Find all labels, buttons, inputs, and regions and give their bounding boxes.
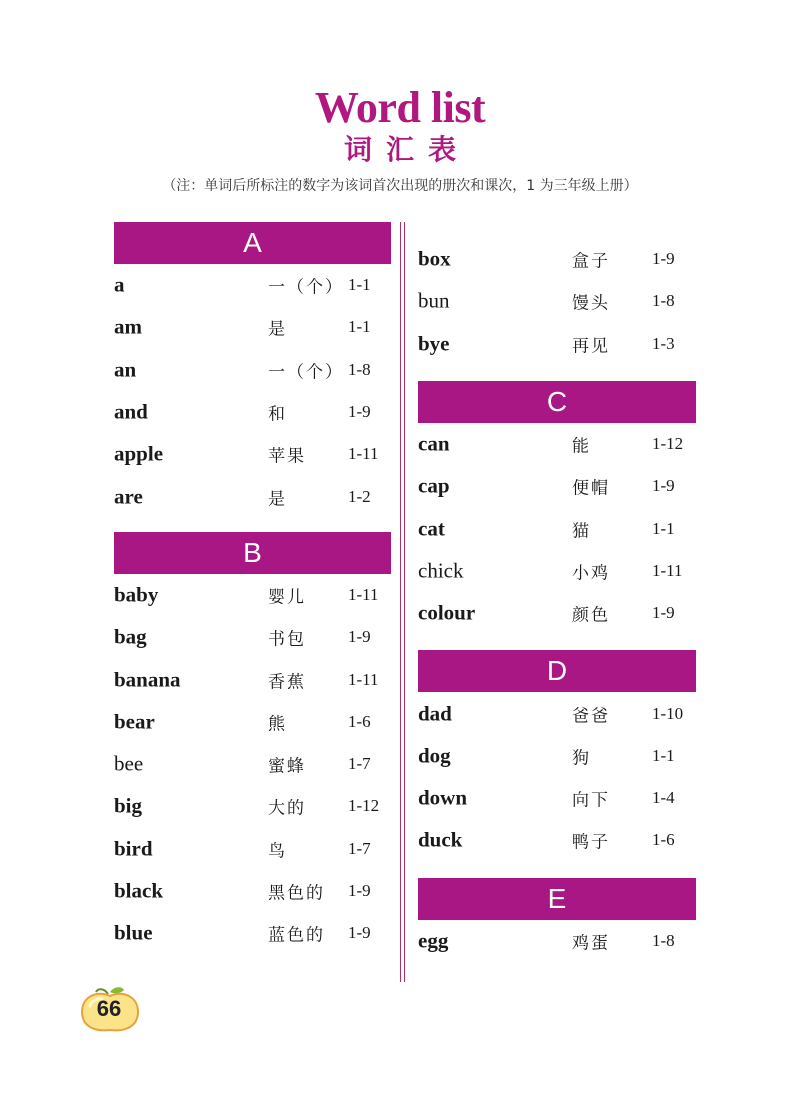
entry-down bbox=[418, 777, 696, 819]
entry-lesson: 1-6 bbox=[652, 830, 675, 850]
entry-lesson: 1-8 bbox=[652, 291, 675, 311]
entry-word: bye bbox=[418, 331, 450, 356]
entry-lesson: 1-8 bbox=[652, 930, 675, 950]
entry-an bbox=[114, 349, 391, 391]
entry-word: baby bbox=[114, 582, 159, 607]
entry-big bbox=[114, 785, 391, 827]
entry-apple bbox=[114, 433, 391, 475]
entry-meaning: 书包 bbox=[268, 629, 306, 650]
entry-lesson: 1-3 bbox=[652, 333, 675, 353]
entry-cat bbox=[418, 507, 696, 549]
page-number: 66 bbox=[96, 996, 122, 1021]
entry-word: can bbox=[418, 431, 450, 456]
entry-lesson: 1-1 bbox=[652, 745, 675, 765]
entry-word: are bbox=[114, 484, 143, 509]
entry-word: down bbox=[418, 785, 468, 810]
entry-meaning: 婴儿 bbox=[268, 587, 306, 608]
entry-meaning: 是 bbox=[268, 319, 287, 340]
entry-blue bbox=[114, 912, 391, 954]
entry-meaning: 黑色的 bbox=[268, 883, 325, 904]
entry-word: bird bbox=[114, 836, 153, 861]
entry-meaning: 便帽 bbox=[572, 478, 610, 499]
entry-word: apple bbox=[114, 441, 164, 466]
entry-meaning: 一（个） bbox=[268, 277, 344, 298]
entry-lesson: 1-9 bbox=[652, 476, 675, 496]
entry-word: box bbox=[418, 246, 451, 271]
entry-chick bbox=[418, 550, 696, 592]
entry-lesson: 1-7 bbox=[348, 838, 371, 858]
entry-dad bbox=[418, 692, 696, 734]
entry-lesson: 1-1 bbox=[348, 275, 371, 295]
entry-meaning: 猫 bbox=[572, 521, 591, 542]
entry-word: blue bbox=[114, 920, 153, 945]
entry-meaning: 馒头 bbox=[572, 293, 610, 314]
entry-lesson: 1-2 bbox=[348, 486, 371, 506]
entry-dog bbox=[418, 735, 696, 777]
entry-word: cap bbox=[418, 473, 450, 498]
entry-word: big bbox=[114, 793, 143, 818]
entry-lesson: 1-9 bbox=[348, 923, 371, 943]
entry-lesson: 1-9 bbox=[652, 603, 675, 623]
entry-word: chick bbox=[418, 558, 464, 583]
entry-egg bbox=[418, 920, 696, 962]
entry-word: an bbox=[114, 357, 137, 382]
entry-bag bbox=[114, 616, 391, 658]
page-note: （注：单词后所标注的数字为该词首次出现的册次和课次，1 为三年级上册） bbox=[162, 178, 638, 194]
entry-lesson: 1-6 bbox=[348, 711, 371, 731]
entry-meaning: 向下 bbox=[572, 790, 610, 811]
entry-and bbox=[114, 391, 391, 433]
entry-word: bee bbox=[114, 751, 144, 776]
entry-lesson: 1-1 bbox=[652, 518, 675, 538]
entry-cap bbox=[418, 465, 696, 507]
entry-meaning: 熊 bbox=[268, 714, 287, 735]
entry-word: egg bbox=[418, 928, 449, 953]
entry-word: colour bbox=[418, 600, 476, 625]
entry-meaning: 能 bbox=[572, 436, 591, 457]
left-column bbox=[114, 222, 391, 954]
entry-meaning: 是 bbox=[268, 489, 287, 510]
entry-meaning: 香蕉 bbox=[268, 672, 306, 693]
entry-banana bbox=[114, 658, 391, 700]
entry-lesson: 1-9 bbox=[652, 249, 675, 269]
section-header-d: D bbox=[418, 650, 696, 692]
entry-lesson: 1-9 bbox=[348, 881, 371, 900]
entry-lesson: 1-8 bbox=[348, 359, 371, 379]
entry-lesson: 1-11 bbox=[348, 584, 379, 604]
entry-lesson: 1-12 bbox=[348, 796, 380, 816]
entry-meaning: 狗 bbox=[572, 748, 591, 769]
entry-lesson: 1-7 bbox=[348, 754, 371, 774]
entry-lesson: 1-9 bbox=[348, 402, 371, 422]
entry-meaning: 盒子 bbox=[572, 251, 610, 272]
entry-lesson: 1-12 bbox=[652, 434, 684, 454]
section-header-a: A bbox=[114, 222, 391, 264]
entry-are bbox=[114, 475, 391, 517]
entry-black bbox=[114, 870, 391, 912]
entry-lesson: 1-9 bbox=[348, 627, 371, 647]
entry-meaning: 蓝色的 bbox=[268, 925, 325, 946]
entry-box bbox=[418, 238, 696, 280]
entry-colour bbox=[418, 592, 696, 634]
entry-am bbox=[114, 306, 391, 348]
entry-meaning: 鸭子 bbox=[572, 832, 610, 853]
entry-duck bbox=[418, 819, 696, 861]
page-number-badge bbox=[78, 986, 142, 1034]
entry-word: black bbox=[114, 878, 164, 903]
entry-lesson: 1-4 bbox=[652, 788, 675, 808]
entry-word: bun bbox=[418, 288, 450, 313]
entry-bird bbox=[114, 828, 391, 870]
entry-lesson: 1-1 bbox=[348, 317, 371, 337]
right-column bbox=[418, 238, 696, 962]
entry-can bbox=[418, 423, 696, 465]
page-title: Word list bbox=[314, 83, 486, 132]
entry-meaning: 和 bbox=[268, 404, 287, 425]
entry-bye bbox=[418, 323, 696, 365]
entry-bun bbox=[418, 280, 696, 322]
entry-meaning: 鸡蛋 bbox=[572, 933, 610, 954]
entry-word: banana bbox=[114, 667, 181, 692]
entry-lesson: 1-10 bbox=[652, 703, 684, 723]
entry-lesson: 1-11 bbox=[348, 444, 379, 464]
entry-a bbox=[114, 264, 391, 306]
entry-lesson: 1-11 bbox=[652, 560, 683, 580]
entry-word: a bbox=[114, 272, 125, 297]
entry-bear bbox=[114, 701, 391, 743]
section-header-b: B bbox=[114, 532, 391, 574]
entry-meaning: 再见 bbox=[572, 336, 610, 357]
entry-meaning: 鸟 bbox=[268, 841, 287, 862]
entry-word: bear bbox=[114, 709, 155, 734]
entry-meaning: 大的 bbox=[268, 798, 306, 819]
page-subtitle: 词汇表 bbox=[343, 133, 470, 166]
entry-word: dog bbox=[418, 743, 451, 768]
column-divider bbox=[400, 222, 405, 982]
entry-meaning: 苹果 bbox=[268, 446, 306, 467]
entry-meaning: 小鸡 bbox=[572, 563, 610, 584]
entry-bee bbox=[114, 743, 391, 785]
entry-word: am bbox=[114, 314, 142, 339]
section-header-e: E bbox=[418, 878, 696, 920]
entry-word: dad bbox=[418, 701, 452, 726]
entry-meaning: 爸爸 bbox=[572, 706, 610, 727]
section-header-c: C bbox=[418, 381, 696, 423]
entry-meaning: 颜色 bbox=[572, 605, 610, 626]
entry-meaning: 蜜蜂 bbox=[268, 756, 306, 777]
entry-word: cat bbox=[418, 516, 445, 541]
entry-word: bag bbox=[114, 624, 147, 649]
entry-word: duck bbox=[418, 827, 463, 852]
entry-lesson: 1-11 bbox=[348, 669, 379, 689]
entry-baby bbox=[114, 574, 391, 616]
entry-word: and bbox=[114, 399, 148, 424]
entry-meaning: 一（个） bbox=[268, 362, 344, 383]
